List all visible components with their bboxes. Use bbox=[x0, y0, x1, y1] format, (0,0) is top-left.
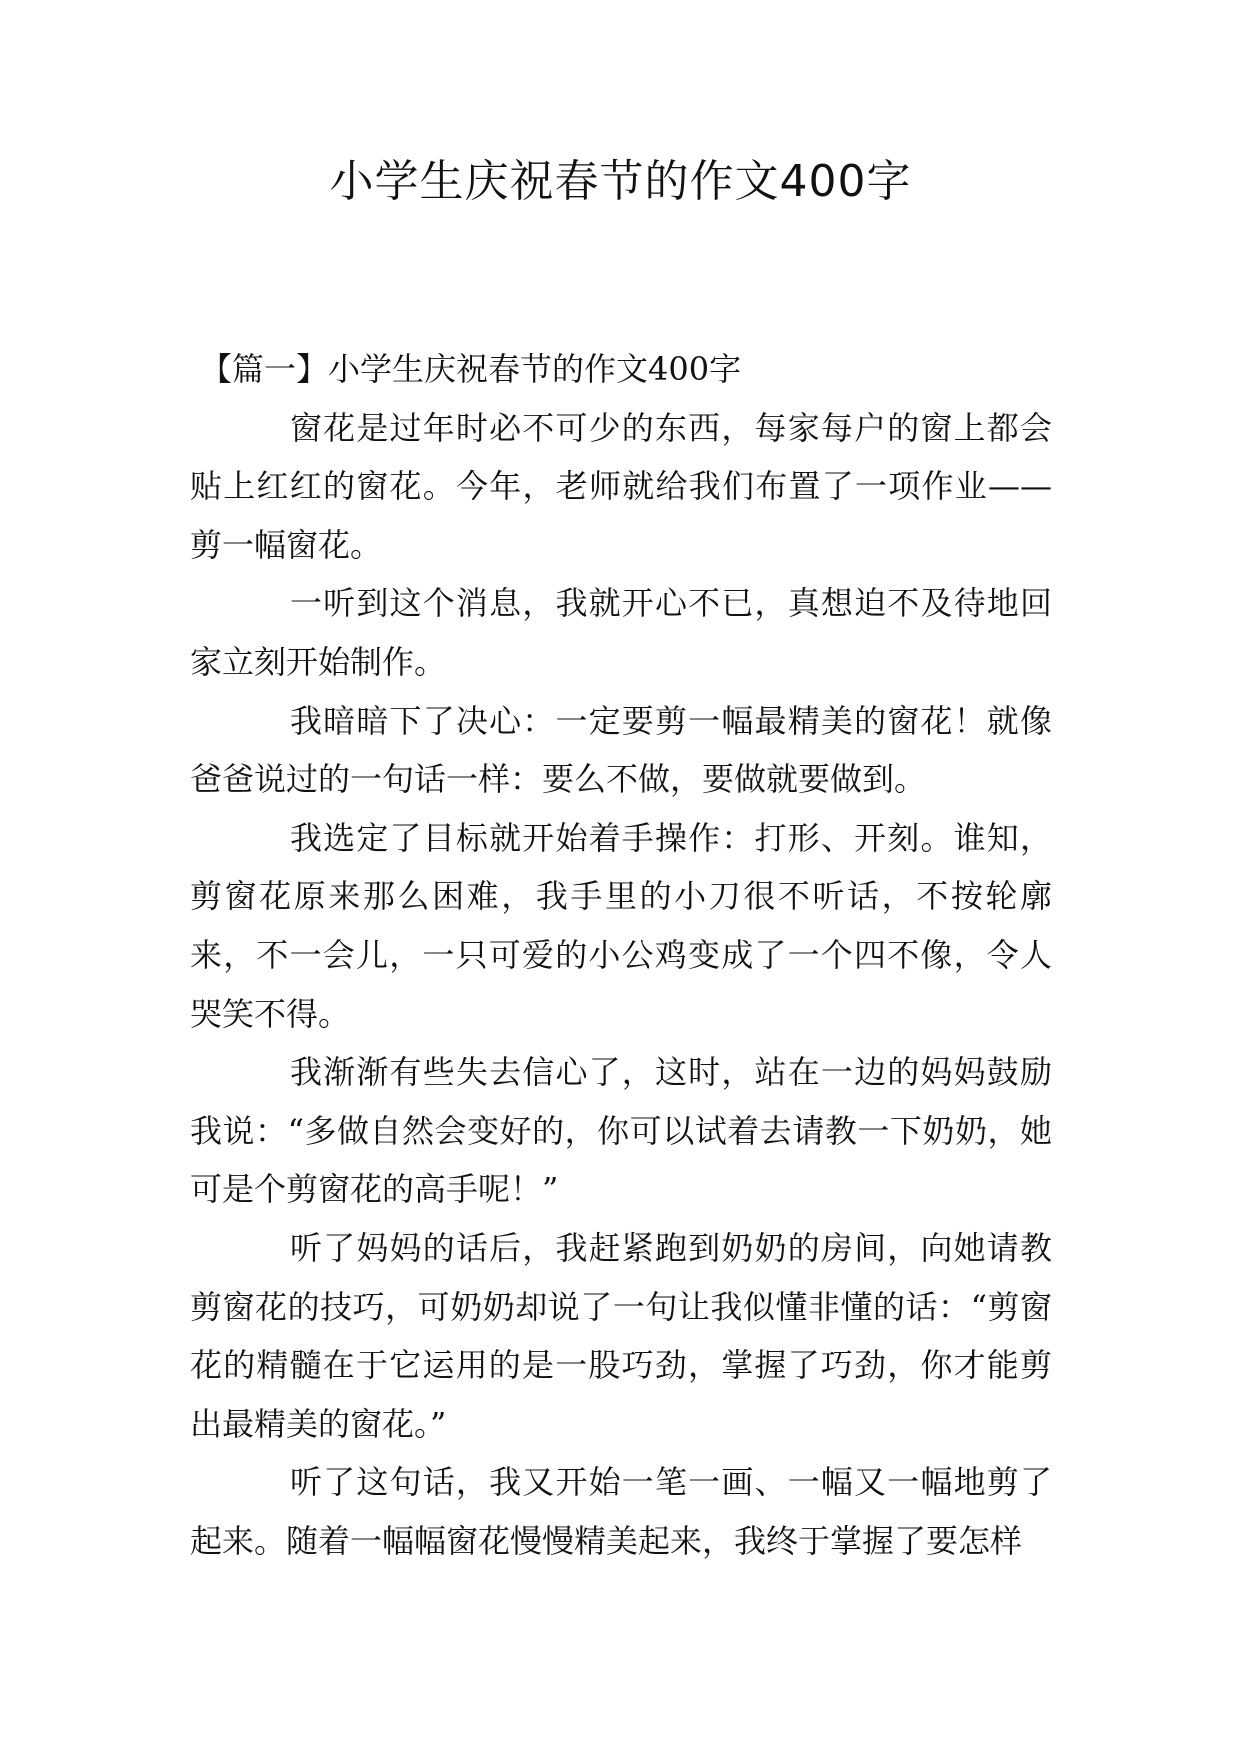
paragraph-4: 我选定了目标就开始着手操作：打形、开刻。谁知，剪窗花原来那么困难，我手里的小刀很不听话，不按轮廓来，不一会儿，一只可爱的小公鸡变成了一个四不像，令人哭笑不得。 bbox=[190, 818, 1052, 1033]
document-body bbox=[190, 340, 1052, 1570]
paragraph-1: 窗花是过年时必不可少的东西，每家每户的窗上都会贴上红红的窗花。今年，老师就给我们布置了一项作业——剪一幅窗花。 bbox=[190, 408, 1052, 564]
section-heading: 【篇一】小学生庆祝春节的作文400字 bbox=[200, 350, 742, 388]
paragraph-3: 我暗暗下了决心：一定要剪一幅最精美的窗花！就像爸爸说过的一句话一样：要么不做，要做就要做到。 bbox=[190, 701, 1052, 799]
paragraph-6: 听了妈妈的话后，我赶紧跑到奶奶的房间，向她请教剪窗花的技巧，可奶奶却说了一句让我似懂非懂的话：“剪窗花的精髓在于它运用的是一股巧劲，掌握了巧劲，你才能剪出最精美的窗花。” bbox=[190, 1228, 1052, 1443]
page-title: 小学生庆祝春节的作文400字 bbox=[329, 156, 912, 207]
paragraph-5: 我渐渐有些失去信心了，这时，站在一边的妈妈鼓励我说：“多做自然会变好的，你可以试着去请教一下奶奶，她可是个剪窗花的高手呢！” bbox=[190, 1053, 1052, 1209]
paragraph-2: 一听到这个消息，我就开心不已，真想迫不及待地回家立刻开始制作。 bbox=[190, 584, 1052, 681]
paragraph-7: 听了这句话，我又开始一笔一画、一幅又一幅地剪了起来。随着一幅幅窗花慢慢精美起来，我终于掌握了要怎样 bbox=[190, 1463, 1052, 1560]
